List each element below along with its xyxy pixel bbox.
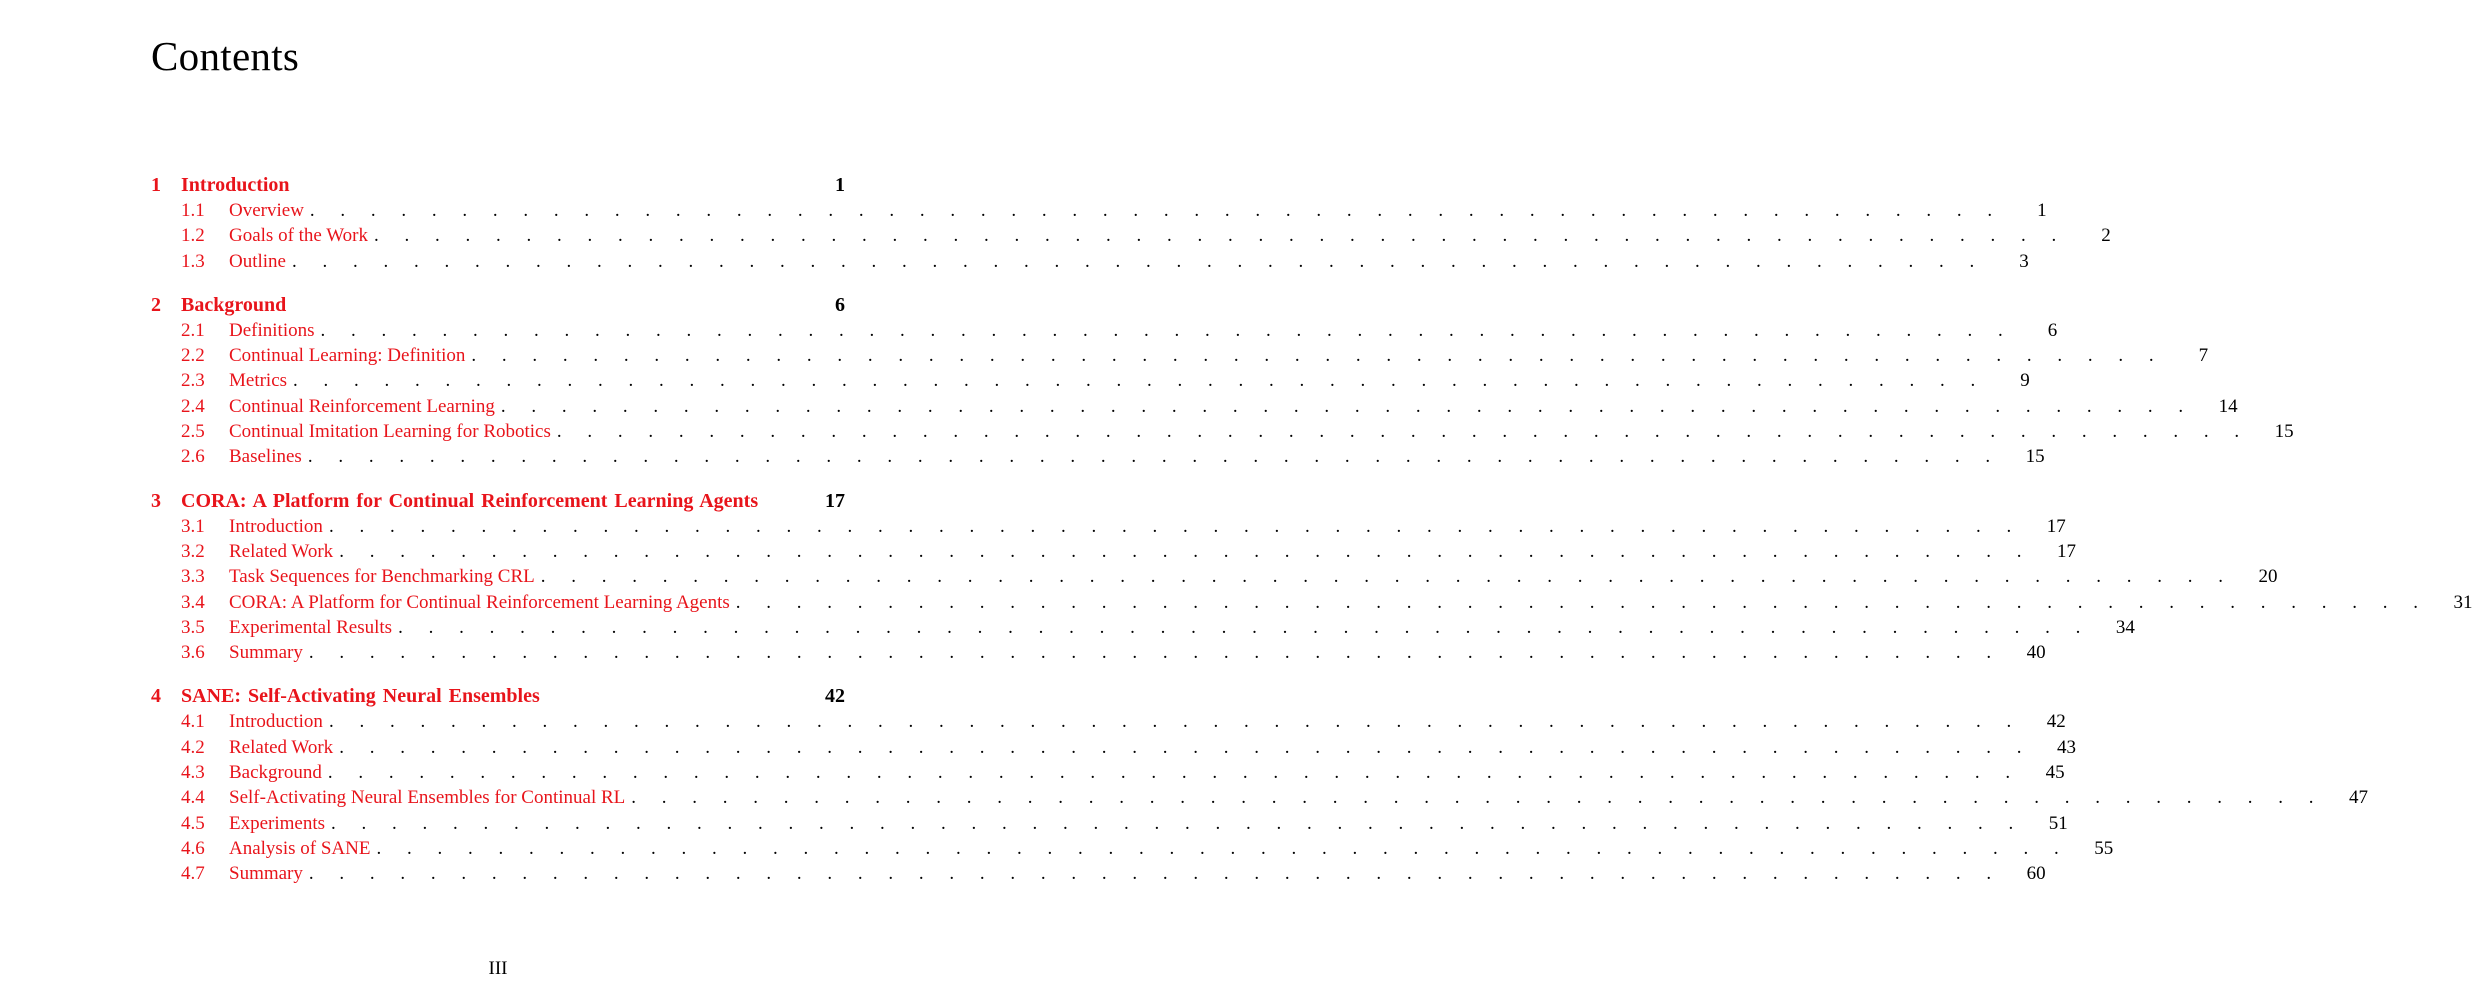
section-entry[interactable] [151,709,2066,734]
section-page-number: 20 [2258,566,2278,588]
table-of-contents [151,172,2473,905]
section-title-link[interactable]: Overview [229,200,304,221]
dot-leader: . . . . . . . . . . . . . . . . . . . . . . . . . . . . . . . . . . . . . . . . . . . . . . . . . . . . . . . . [540,566,2234,588]
section-number[interactable]: 4.7 [181,863,205,885]
section-page-number: 60 [2026,863,2046,885]
chapter-title-link[interactable]: CORA: A Platform for Continual Reinforcement Learning Agents [181,489,759,512]
section-page-number: 3 [2019,250,2029,272]
section-page-number: 40 [2026,642,2046,664]
chapter-title-link[interactable]: Background [181,293,287,316]
section-number[interactable]: 2.5 [181,421,205,443]
section-number[interactable]: 1.2 [181,225,205,247]
section-title-link[interactable]: Continual Imitation Learning for Robotics [229,421,551,443]
section-title-link[interactable]: Introduction [229,711,323,733]
dot-leader: . . . . . . . . . . . . . . . . . . . . . . . . . . . . . . . . . . . . . . . . . . . . . . . . . . . . . . . . [374,225,2067,247]
section-number[interactable]: 1.3 [181,250,205,272]
dot-leader: . . . . . . . . . . . . . . . . . . . . . . . . . . . . . . . . . . . . . . . . . . . . . . . . . . . . . . . . [308,863,2002,885]
chapter-page-number: 1 [835,174,845,196]
section-page-number: 51 [2048,812,2068,834]
section-title-link[interactable]: Summary [229,642,303,664]
section-entry[interactable] [151,198,2047,223]
section-number[interactable]: 2.2 [181,345,205,367]
section-number[interactable]: 4.6 [181,837,205,859]
section-number[interactable]: 1.1 [181,200,205,221]
section-page-number: 45 [2045,762,2065,784]
section-page-number: 6 [2047,319,2058,341]
section-entry[interactable] [151,590,2473,615]
chapter-entry[interactable] [151,683,845,709]
dot-leader: . . . . . . . . . . . . . . . . . . . . . . . . . . . . . . . . . . . . . . . . . . . . . . . . . . . . . . . . [308,642,2002,664]
dot-leader: . . . . . . . . . . . . . . . . . . . . . . . . . . . . . . . . . . . . . . . . . . . . . . . . . . . . . . . . [398,616,2091,638]
section-title-link[interactable]: Continual Reinforcement Learning [229,395,495,417]
section-title-link[interactable]: Self-Activating Neural Ensembles for Continual RL [229,787,626,809]
section-page-number: 7 [2198,345,2209,367]
section-page-number: 31 [2453,591,2473,613]
section-entry[interactable] [151,564,2278,589]
dot-leader: . . . . . . . . . . . . . . . . . . . . . . . . . . . . . . . . . . . . . . . . . . . . . . . . . . . . . . . . [293,370,1986,392]
section-page-number: 17 [2046,515,2066,537]
chapter-title-link[interactable]: Introduction [181,174,290,196]
section-page-number: 9 [2020,370,2030,392]
section-title-link[interactable]: Related Work [229,540,334,562]
chapter-page-number: 6 [835,293,845,316]
chapter-entry[interactable] [151,488,845,514]
section-page-number: 15 [2025,446,2045,468]
section-page-number: 1 [2037,200,2047,221]
section-entry[interactable] [151,760,2065,785]
dot-leader: . . . . . . . . . . . . . . . . . . . . . . . . . . . . . . . . . . . . . . . . . . . . . . . . . . . . . . . . [339,540,2032,562]
toc-chapter [151,292,2294,470]
chapter-number[interactable]: 3 [151,489,161,512]
chapter-number[interactable]: 2 [151,293,161,316]
section-number[interactable]: 2.3 [181,370,205,392]
section-page-number: 47 [2349,787,2369,809]
dot-leader: . . . . . . . . . . . . . . . . . . . . . . . . . . . . . . . . . . . . . . . . . . . . . . . . . . . . . . . . [331,812,2024,834]
dot-leader: . . . . . . . . . . . . . . . . . . . . . . . . . . . . . . . . . . . . . . . . . . . . . . . . . . . . . . . . [556,421,2250,443]
section-entry[interactable] [151,318,2058,343]
section-entry[interactable] [151,343,2209,368]
dot-leader: . . . . . . . . . . . . . . . . . . . . . . . . . . . . . . . . . . . . . . . . . . . . . . . . . . . . . . . . [631,787,2325,809]
section-number[interactable]: 4.2 [181,736,205,758]
toc-chapter [151,488,2473,666]
section-page-number: 34 [2115,616,2135,638]
section-title-link[interactable]: Metrics [229,370,288,392]
section-entry[interactable] [151,785,2369,810]
section-entry[interactable] [151,615,2135,640]
section-title-link[interactable]: Related Work [229,736,334,758]
section-page-number: 42 [2046,711,2066,733]
section-number[interactable]: 4.3 [181,762,205,784]
dot-leader: . . . . . . . . . . . . . . . . . . . . . . . . . . . . . . . . . . . . . . . . . . . . . . . . . . . . . . . . [500,395,2194,417]
section-page-number: 43 [2056,736,2076,758]
chapter-number[interactable]: 4 [151,685,161,708]
chapter-entry[interactable] [151,172,845,198]
dot-leader: . . . . . . . . . . . . . . . . . . . . . . . . . . . . . . . . . . . . . . . . . . . . . . . . . . . . . . . . [471,345,2165,367]
chapter-title-link[interactable]: SANE: Self-Activating Neural Ensembles [181,685,540,708]
section-entry[interactable] [151,223,2111,248]
section-title-link[interactable]: CORA: A Platform for Continual Reinforcement Learning Agents [229,591,730,613]
section-number[interactable]: 3.1 [181,515,205,537]
section-entry[interactable] [151,419,2294,444]
section-title-link[interactable]: Summary [229,863,303,885]
page-number: III [488,958,508,979]
dot-leader: . . . . . . . . . . . . . . . . . . . . . . . . . . . . . . . . . . . . . . . . . . . . . . . . . . . . . . . . [328,515,2022,537]
section-page-number: 14 [2218,395,2238,417]
section-title-link[interactable]: Outline [229,250,286,272]
section-title-link[interactable]: Experiments [229,812,326,834]
section-entry[interactable] [151,836,2114,861]
section-number[interactable]: 4.1 [181,711,205,733]
section-title-link[interactable]: Background [229,762,322,784]
section-number[interactable]: 2.4 [181,395,205,417]
chapter-number[interactable]: 1 [151,174,161,196]
section-title-link[interactable]: Analysis of SANE [229,837,371,859]
section-entry[interactable] [151,539,2076,564]
dot-leader: . . . . . . . . . . . . . . . . . . . . . . . . . . . . . . . . . . . . . . . . . . . . . . . . . . . . . . . . [307,446,2001,468]
dot-leader: . . . . . . . . . . . . . . . . . . . . . . . . . . . . . . . . . . . . . . . . . . . . . . . . . . . . . . . . [376,837,2070,859]
section-title-link[interactable]: Definitions [229,319,315,341]
dot-leader: . . . . . . . . . . . . . . . . . . . . . . . . . . . . . . . . . . . . . . . . . . . . . . . . . . . . . . . . [309,200,2003,221]
chapter-page-number: 17 [825,489,845,512]
section-number[interactable]: 3.4 [181,591,205,613]
section-page-number: 17 [2056,540,2076,562]
section-title-link[interactable]: Goals of the Work [229,225,369,247]
section-entry[interactable] [151,861,2046,886]
dot-leader: . . . . . . . . . . . . . . . . . . . . . . . . . . . . . . . . . . . . . . . . . . . . . . . . . . . . . . . . [320,319,2014,341]
section-number[interactable]: 2.6 [181,446,205,468]
chapter-entry[interactable] [151,292,845,318]
chapter-page-number: 42 [825,685,845,708]
dot-leader: . . . . . . . . . . . . . . . . . . . . . . . . . . . . . . . . . . . . . . . . . . . . . . . . . . . . . . . . [327,762,2021,784]
dot-leader: . . . . . . . . . . . . . . . . . . . . . . . . . . . . . . . . . . . . . . . . . . . . . . . . . . . . . . . . [328,711,2022,733]
section-number[interactable]: 3.5 [181,616,205,638]
section-number[interactable]: 2.1 [181,319,205,341]
dot-leader: . . . . . . . . . . . . . . . . . . . . . . . . . . . . . . . . . . . . . . . . . . . . . . . . . . . . . . . . [292,250,1985,272]
section-title-link[interactable]: Task Sequences for Benchmarking CRL [229,566,535,588]
section-title-link[interactable]: Introduction [229,515,323,537]
section-page-number: 55 [2094,837,2114,859]
section-entry[interactable] [151,368,2030,393]
section-title-link[interactable]: Experimental Results [229,616,393,638]
section-entry[interactable] [151,394,2238,419]
dot-leader: . . . . . . . . . . . . . . . . . . . . . . . . . . . . . . . . . . . . . . . . . . . . . . . . . . . . . . . . [339,736,2032,758]
section-title-link[interactable]: Continual Learning: Definition [229,345,466,367]
page-title: Contents [151,33,300,79]
toc-chapter [151,683,2369,886]
section-entry[interactable] [151,444,2045,469]
section-number[interactable]: 3.6 [181,642,205,664]
dot-leader: . . . . . . . . . . . . . . . . . . . . . . . . . . . . . . . . . . . . . . . . . . . . . . . . . . . . . . . . [735,591,2429,613]
toc-chapter [151,172,2111,274]
section-number[interactable]: 4.5 [181,812,205,834]
section-entry[interactable] [151,735,2076,760]
section-entry[interactable] [151,811,2068,836]
section-number[interactable]: 3.2 [181,540,205,562]
section-number[interactable]: 4.4 [181,787,205,809]
section-number[interactable]: 3.3 [181,566,205,588]
section-page-number: 15 [2274,421,2294,443]
section-entry[interactable] [151,640,2046,665]
section-title-link[interactable]: Baselines [229,446,302,468]
section-entry[interactable] [151,249,2029,274]
section-page-number: 2 [2101,225,2111,247]
section-entry[interactable] [151,514,2066,539]
